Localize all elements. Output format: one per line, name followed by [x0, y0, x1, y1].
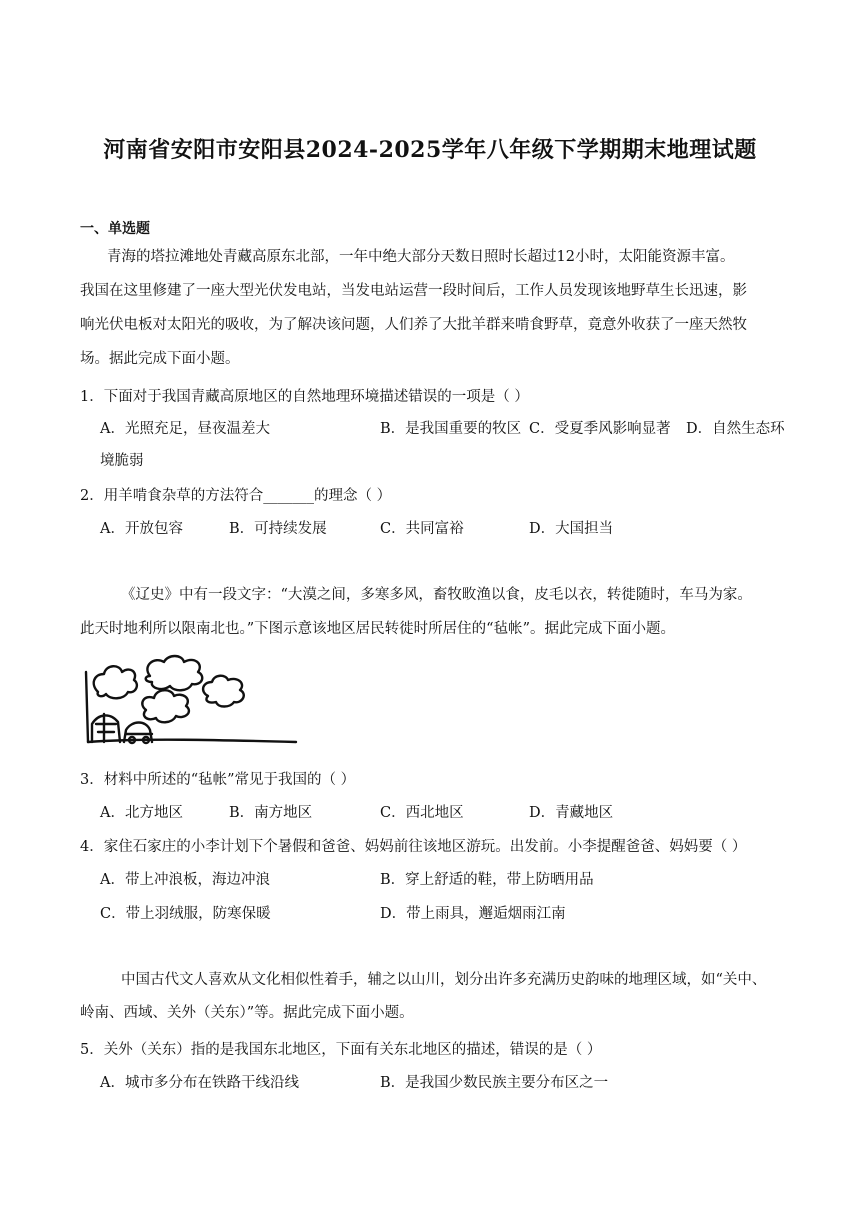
passage1-line: 场。据此完成下面小题。	[80, 351, 240, 367]
q4-option-a[interactable]: A．带上冲浪板，海边冲浪	[100, 872, 270, 888]
q3-option-d[interactable]: D．青藏地区	[529, 805, 614, 821]
passage3-line: 中国古代文人喜欢从文化相似性着手，辅之以山川，划分出许多充满历史韵味的地理区域，如“关中、	[121, 972, 767, 988]
q3-option-b[interactable]: B．南方地区	[229, 805, 313, 821]
page-title: 河南省安阳市安阳县2024-2025学年八年级下学期期末地理试题	[103, 137, 757, 163]
passage3-line: 岭南、西域、关外（关东）”等。据此完成下面小题。	[80, 1005, 414, 1021]
question-2-stem: 2．用羊啃食杂草的方法符合_______的理念（ ）	[80, 488, 392, 504]
q1-option-b[interactable]: B．是我国重要的牧区	[380, 421, 522, 437]
question-1-stem: 1．下面对于我国青藏高原地区的自然地理环境描述错误的一项是（ ）	[80, 389, 529, 405]
q1-option-a[interactable]: A．光照充足，昼夜温差大	[100, 421, 270, 437]
q4-option-c[interactable]: C．带上羽绒服，防寒保暖	[100, 906, 271, 922]
q1-option-c[interactable]: C．受夏季风影响显著	[529, 421, 671, 437]
question-5-stem: 5．关外（关东）指的是我国东北地区，下面有关东北地区的描述，错误的是（ ）	[80, 1042, 602, 1058]
passage1-line: 我国在这里修建了一座大型光伏发电站，当发电站运营一段时间后，工作人员发现该地野草生长迅速，影	[80, 283, 747, 299]
passage1-line: 青海的塔拉滩地处青藏高原东北部，一年中绝大部分天数日照时长超过12小时，太阳能资源丰富。	[107, 249, 735, 265]
q2-option-c[interactable]: C．共同富裕	[380, 521, 464, 537]
q3-option-a[interactable]: A．北方地区	[100, 805, 183, 821]
q5-option-a[interactable]: A．城市多分布在铁路干线沿线	[100, 1075, 299, 1091]
q4-option-b[interactable]: B．穿上舒适的鞋，带上防晒用品	[380, 872, 594, 888]
passage2-line: 《辽史》中有一段文字：“大漠之间，多寒多风，畜牧畋渔以食，皮毛以衣，转徙随时，车马为家。	[121, 587, 752, 603]
q5-option-b[interactable]: B．是我国少数民族主要分布区之一	[380, 1075, 609, 1091]
passage1-line: 响光伏电板对太阳光的吸收，为了解决该问题，人们养了大批羊群来啃食野草，竟意外收获了一座天然牧	[80, 317, 747, 333]
question-3-stem: 3．材料中所述的“毡帐”常见于我国的（ ）	[80, 772, 356, 788]
passage2-line: 此天时地利所以限南北也。”下图示意该地区居民转徙时所居住的“毡帐”。据此完成下面小题。	[80, 621, 675, 637]
q4-option-d[interactable]: D．带上雨具，邂逅烟雨江南	[380, 906, 566, 922]
q1-option-d[interactable]: D．自然生态环	[686, 421, 785, 437]
q3-option-c[interactable]: C．西北地区	[380, 805, 464, 821]
q2-option-a[interactable]: A．开放包容	[100, 521, 183, 537]
q1-option-d-wrap: 境脆弱	[100, 453, 144, 469]
q2-option-d[interactable]: D．大国担当	[529, 521, 614, 537]
question-4-stem: 4．家住石家庄的小李计划下个暑假和爸爸、妈妈前往该地区游玩。出发前。小李提醒爸爸、妈妈要（ ）	[80, 839, 747, 855]
section-heading: 一、单选题	[80, 221, 150, 237]
felt-tent-illustration	[80, 652, 300, 752]
q2-option-b[interactable]: B．可持续发展	[229, 521, 327, 537]
